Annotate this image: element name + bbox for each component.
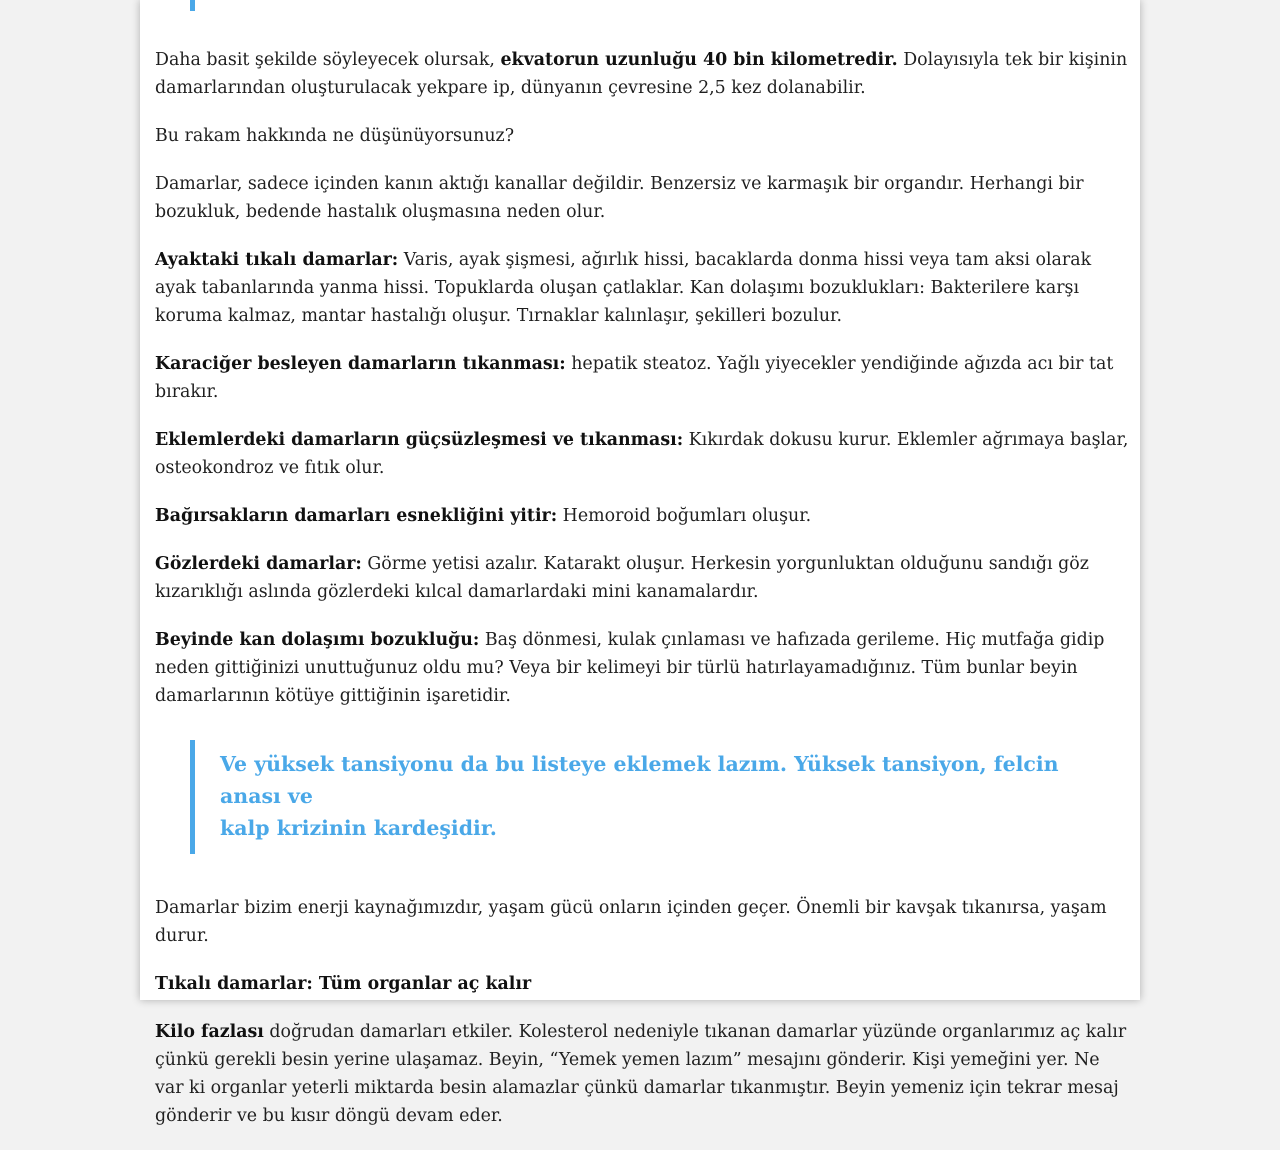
paragraph-eyes: Gözlerdeki damarlar: Görme yetisi azalır. Katarakt oluşur. Herkesin yorgunluktan olduğunu sandığı göz kızarıklığı aslında gözlerdeki kılcal damarlardaki mini kanamalardır. bbox=[155, 554, 1089, 602]
article-page bbox=[140, 0, 1140, 1126]
paragraph-brain: Beyinde kan dolaşımı bozukluğu: Baş dönmesi, kulak çınlaması ve hafızada gerileme. Hiç mutfağa gidip neden gittiğinizi unuttuğunuz oldu mu? Veya bir kelimeyi bir türlü hatırlayamadığınız. Tüm bunlar beyin damarlarının kötüye gittiğinin işaretidir. bbox=[155, 630, 1105, 706]
paragraph-legs: Ayaktaki tıkalı damarlar: Varis, ayak şişmesi, ağırlık hissi, bacaklarda donma hissi veya tam aksi olarak ayak tabanlarında yanma hissi. Topuklarda oluşan çatlaklar. Kan dolaşımı bozuklukları: Bakterilere karşı koruma kalmaz, mantar hastalığı oluşur. Tırnaklar kalınlaşır, şekilleri bozulur. bbox=[155, 250, 1092, 326]
paragraph-heading: Bağırsakların damarları esnekliğini yitir: bbox=[155, 506, 558, 526]
paragraph-heading: Ayaktaki tıkalı damarlar: bbox=[155, 250, 399, 270]
pull-quote-line: kalp krizinin kardeşidir. bbox=[220, 816, 497, 840]
paragraph-joints: Eklemlerdeki damarların güçsüzleşmesi ve tıkanması: Kıkırdak dokusu kurur. Eklemler ağrımaya başlar, osteokondroz ve fıtık olur. bbox=[155, 430, 1129, 478]
pull-quote-line: Ve yüksek tansiyonu da bu listeye eklemek lazım. Yüksek tansiyon, felcin anası ve bbox=[220, 752, 1059, 808]
paragraph-intestines: Bağırsakların damarları esnekliğini yitir: Hemoroid boğumları oluşur. bbox=[155, 506, 812, 526]
previous-quote-border bbox=[190, 0, 195, 11]
paragraph-heading: Karaciğer besleyen damarların tıkanması: bbox=[155, 354, 566, 374]
article-body bbox=[155, 46, 1130, 1150]
paragraph-liver: Karaciğer besleyen damarların tıkanması: hepatik steatoz. Yağlı yiyecekler yendiğinde ağızda acı bir tat bırakır. bbox=[155, 354, 1114, 402]
paragraph-heading: Gözlerdeki damarlar: bbox=[155, 554, 362, 574]
paragraph-energy: Damarlar bizim enerji kaynağımızdır, yaşam gücü onların içinden geçer. Önemli bir kavşak tıkanırsa, yaşam durur. bbox=[155, 898, 1107, 946]
paragraph-heading: Kilo fazlası bbox=[155, 1022, 264, 1042]
paragraph-weight: Kilo fazlası doğrudan damarları etkiler. Kolesterol nedeniyle tıkanan damarlar yüzünde organlarımız aç kalır çünkü gerekli besin yerine ulaşamaz. Beyin, “Yemek yemen lazım” mesajını gönderir. Kişi yemeğini yer. Ne var ki organlar yeterli miktarda besin alamazlar çünkü damarlar tıkanmıştır. Beyin yemeniz için tekrar mesaj gönderir ve bu kısır döngü devam eder. bbox=[155, 1022, 1127, 1126]
paragraph-heading: Beyinde kan dolaşımı bozukluğu: bbox=[155, 630, 480, 650]
paragraph-bold: ekvatorun uzunluğu 40 bin kilometredir. bbox=[500, 50, 898, 70]
paragraph-question: Bu rakam hakkında ne düşünüyorsunuz? bbox=[155, 126, 515, 146]
pull-quote bbox=[190, 740, 1130, 854]
section-subheading: Tıkalı damarlar: Tüm organlar aç kalır bbox=[155, 974, 532, 994]
paragraph-equator: Daha basit şekilde söyleyecek olursak, ekvatorun uzunluğu 40 bin kilometredir. Dolayısıyla tek bir kişinin damarlarından oluşturulacak yekpare ip, dünyanın çevresine 2,5 kez dolanabilir. bbox=[155, 50, 1128, 98]
paragraph-heading: Eklemlerdeki damarların güçsüzleşmesi ve tıkanması: bbox=[155, 430, 684, 450]
paragraph-vessels-intro: Damarlar, sadece içinden kanın aktığı kanallar değildir. Benzersiz ve karmaşık bir organdır. Herhangi bir bozukluk, bedende hastalık oluşmasına neden olur. bbox=[155, 174, 1084, 222]
